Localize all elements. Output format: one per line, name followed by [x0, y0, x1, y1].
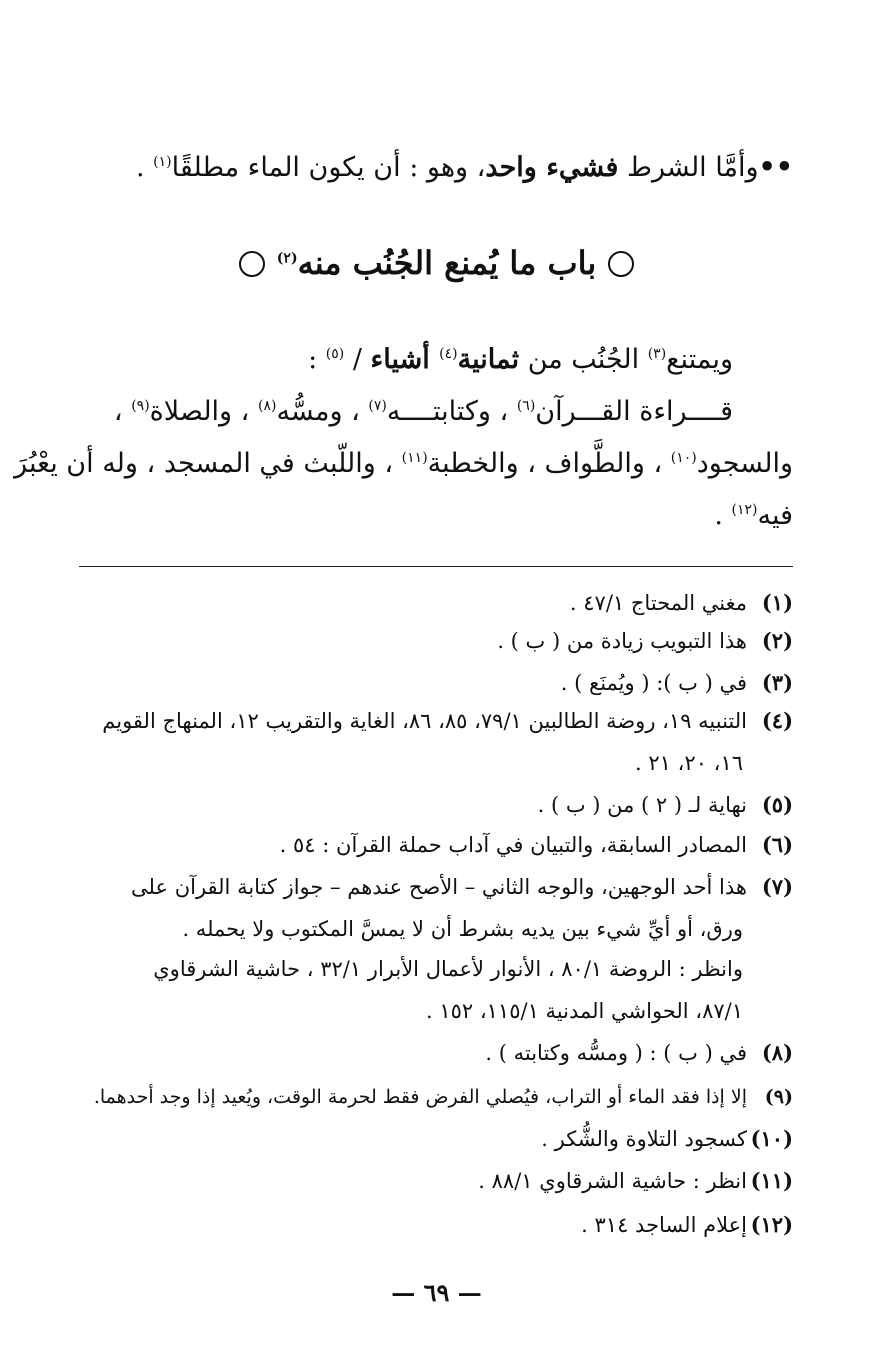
footnote-ref-1[interactable]: (١): [153, 154, 172, 170]
footnote-text: المصادر السابقة، والتبيان في آداب حملة القرآن : ٥٤ .: [279, 833, 747, 857]
footnote-1: [76, 586, 793, 620]
footnote-text-cont: وانظر : الروضة ٨٠/١ ، الأنوار لأعمال الأبرار ٣٢/١ ، حاشية الشرقاوي: [153, 957, 743, 981]
footnote-number: (٤): [761, 708, 793, 733]
footnote-ref-9[interactable]: (٩): [131, 398, 150, 414]
main-line-2: [80, 392, 733, 432]
footnote-text: كسجود التلاوة والشُّكر .: [541, 1127, 747, 1151]
main-text: ،: [113, 396, 132, 427]
footnote-ref-3[interactable]: (٣): [647, 346, 667, 362]
footnote-ref-2[interactable]: (٢): [276, 250, 298, 267]
main-text: ، ومسُّه: [276, 396, 369, 427]
footnote-9: [76, 1080, 793, 1114]
intro-text-b: ، وهو : أن يكون الماء مطلقًا: [171, 152, 486, 183]
main-line-3: [14, 444, 793, 484]
footnote-ref-8[interactable]: (٨): [257, 398, 277, 414]
main-text: ، والطَّواف ، والخطبة: [427, 448, 671, 479]
footnote-ref-5[interactable]: (٥): [325, 346, 345, 362]
main-text: والسجود: [696, 448, 793, 479]
footnote-text: نهاية لـ ( ٢ ) من ( ب ) .: [537, 793, 747, 817]
footnote-7-cont-2: [76, 952, 793, 986]
footnote-7-cont-3: [76, 994, 793, 1028]
footnote-ref-11[interactable]: (١١): [401, 450, 428, 466]
main-text: ، والصلاة: [149, 396, 258, 427]
intro-line: [80, 148, 793, 188]
footnote-6: [76, 828, 793, 862]
footnote-text: التنبيه ١٩، روضة الطالبين ٧٩/١، ٨٥، ٨٦، الغاية والتقريب ١٢، المنهاج القويم: [102, 709, 747, 733]
footnote-4-cont: [76, 746, 793, 780]
footnote-8: [76, 1036, 793, 1070]
footnote-2: [76, 624, 793, 658]
footnote-text: إلا إذا فقد الماء أو التراب، فيُصلي الفرض فقط لحرمة الوقت، ويُعيد إذا وجد أحدهما.: [93, 1086, 747, 1108]
footnote-5: [76, 788, 793, 822]
footnote-12: [76, 1208, 793, 1242]
footnote-7-cont: [76, 912, 793, 946]
chapter-heading: [0, 238, 873, 288]
footnote-number: (١١): [750, 1168, 793, 1193]
footnote-text-cont: ورق، أو أيِّ شيء بين يديه بشرط أن لا يمسَّ المكتوب ولا يحمله .: [182, 917, 743, 941]
footnote-text: في ( ب ): ( ويُمنَع ) .: [560, 671, 747, 695]
circle-ornament-right: [608, 251, 634, 277]
main-text: :: [308, 344, 326, 375]
footnote-separator: [79, 566, 793, 567]
footnote-10: [76, 1122, 793, 1156]
footnote-text: مغني المحتاج ٤٧/١ .: [569, 591, 747, 615]
main-text: .: [714, 500, 732, 531]
footnote-text: انظر : حاشية الشرقاوي ٨٨/١ .: [478, 1169, 747, 1193]
footnote-7: [76, 870, 793, 904]
footnote-number: (٧): [761, 874, 793, 899]
main-text-bold: ثمانية: [457, 344, 520, 375]
footnote-ref-10[interactable]: (١٠): [670, 450, 697, 466]
footnote-4: [76, 704, 793, 738]
footnote-text: هذا أحد الوجهين، والوجه الثاني – الأصح عندهم – جواز كتابة القرآن على: [131, 875, 747, 899]
main-text: ويمتنع: [666, 344, 733, 375]
main-text-bold: أشياء: [370, 344, 440, 375]
chapter-title: باب ما يُمنع الجُنُب منه: [297, 244, 597, 282]
footnote-ref-4[interactable]: (٤): [439, 346, 458, 362]
intro-text-bold: فشيء واحد: [485, 152, 619, 183]
footnote-text-cont: ١٦، ٢٠، ٢١ .: [635, 751, 743, 775]
footnote-text: إعلام الساجد ٣١٤ .: [581, 1213, 747, 1237]
main-text: فيه: [757, 500, 793, 531]
footnote-ref-6[interactable]: (٦): [516, 398, 536, 414]
bullet-marks: ••: [758, 152, 793, 183]
page-number: — ٦٩ —: [391, 1278, 482, 1307]
main-text: ، واللّبث في المسجد ، وله أن يعْبُرَ: [14, 448, 402, 479]
main-text: ، وكتابتــــه: [386, 396, 517, 427]
footnote-number: (١٢): [750, 1212, 793, 1237]
footnote-3: [76, 666, 793, 700]
footnote-number: (٣): [761, 670, 793, 695]
intro-text-a: وأمَّا الشرط: [618, 152, 759, 183]
main-text: /: [344, 344, 371, 375]
footnote-number: (٢): [761, 628, 793, 653]
footnote-number: (٥): [761, 792, 793, 817]
footnote-number: (١٠): [750, 1126, 793, 1151]
main-text: قــــراءة القـــرآن: [535, 396, 733, 427]
footnote-text: هذا التبويب زيادة من ( ب ) .: [497, 629, 747, 653]
main-line-1: [80, 340, 733, 380]
footnote-number: (١): [761, 590, 793, 615]
intro-end: .: [136, 152, 154, 183]
main-line-4: [80, 496, 793, 536]
main-text: الجُنُب من: [519, 344, 648, 375]
footnote-number: (٩): [764, 1086, 793, 1108]
circle-ornament-left: [239, 251, 265, 277]
footnote-text-cont: ٨٧/١، الحواشي المدنية ١١٥/١، ١٥٢ .: [426, 999, 743, 1023]
footnote-ref-12[interactable]: (١٢): [731, 502, 758, 518]
footnote-number: (٦): [761, 832, 793, 857]
footnote-number: (٨): [761, 1040, 793, 1065]
footnote-text: في ( ب ) : ( ومسُّه وكتابته ) .: [485, 1041, 747, 1065]
footnote-ref-7[interactable]: (٧): [368, 398, 387, 414]
footnote-11: [76, 1164, 793, 1198]
